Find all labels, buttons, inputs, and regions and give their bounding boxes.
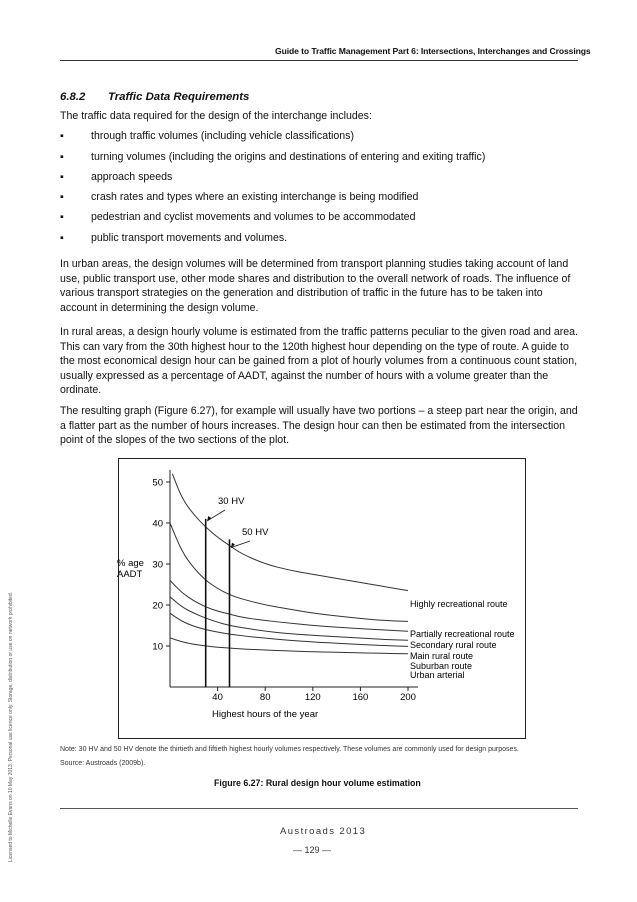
series-label: Highly recreational route [410, 599, 508, 609]
chart-markers-group [206, 496, 269, 687]
series-line-1 [172, 474, 408, 591]
x-tick-label: 40 [212, 692, 223, 703]
y-tick-label: 40 [152, 518, 163, 530]
intro-text: The traffic data required for the design of the interchange includes: [60, 110, 372, 122]
hv-marker-arrow [207, 510, 225, 521]
series-label: Main rural route [410, 651, 474, 661]
x-tick-label: 200 [400, 692, 416, 703]
y-tick-label: 10 [152, 641, 163, 653]
footer-rule [60, 808, 578, 809]
paragraph: In rural areas, a design hourly volume is estimated from the traffic patterns peculiar to the given road and area. This can vary from the 30th highest hour to the 120th highest hour depending on the type of route. A guide to the most economical design hour can be gained from a plot of hourly volumes from a continuous count station, usually expressed as a percentage of AADT, against the number of hours with a volume greater than the ordinate. [60, 326, 578, 397]
hv-marker-label: 30 HV [218, 496, 245, 507]
series-label: Secondary rural route [410, 640, 497, 650]
bullet-icon: ▪ [60, 130, 64, 142]
x-axis-label: Highest hours of the year [212, 709, 319, 720]
y-axis-label-line2: AADT [117, 569, 143, 580]
running-header: Guide to Traffic Management Part 6: Intersections, Interchanges and Crossings [275, 46, 591, 56]
hv-marker-label: 50 HV [242, 527, 269, 538]
bullet-icon: ▪ [60, 171, 64, 183]
bullet-icon: ▪ [60, 232, 64, 244]
bullet-icon: ▪ [60, 151, 64, 163]
figure-caption: Figure 6.27: Rural design hour volume estimation [214, 778, 421, 788]
x-tick-label: 80 [259, 692, 271, 703]
series-label: Urban arterial [410, 670, 465, 680]
y-tick-label: 30 [152, 559, 163, 571]
y-tick-label: 50 [152, 477, 163, 489]
series-label: Suburban route [410, 661, 473, 671]
y-axis-label-line1: % age [117, 558, 144, 569]
bullet-icon: ▪ [60, 191, 64, 203]
series-label: Partially recreational route [410, 629, 515, 639]
footer-org: Austroads 2013 [280, 826, 367, 837]
page-number: — 129 — [293, 845, 332, 855]
section-title: Traffic Data Requirements [108, 91, 250, 103]
paragraph: The resulting graph (Figure 6.27), for example will usually have two portions – a steep part near the origin, and a flatter part as the number of hours increases. The design hour can then be estimated from the intersection point of the slopes of the two sections of the plot. [60, 405, 578, 447]
figure-source: Source: Austroads (2009b). [60, 760, 146, 767]
y-tick-label: 20 [152, 600, 163, 612]
figure-note: Note: 30 HV and 50 HV denote the thirtieth and fiftieth highest hourly volumes respectively. These volumes are commonly used for design purposes. [60, 746, 519, 753]
chart-axes [170, 470, 418, 687]
x-tick-label: 160 [352, 692, 369, 703]
section-number: 6.8.2 [60, 91, 86, 103]
licence-watermark: Licensed to Michelle Evans on 10 May 2013. Personal use licence only. Storage, distribution or use on network prohibited. [8, 591, 14, 862]
x-tick-label: 120 [304, 692, 321, 703]
bullet-icon: ▪ [60, 211, 64, 223]
paragraph: In urban areas, the design volumes will be determined from transport planning studies taking account of land use, public transport use, other mode shares and distribution to the overall network of roads. The influence of various transport strategies on the generation and distribution of traffic in the future has to be taken into account in determining the design volume. [60, 258, 571, 314]
